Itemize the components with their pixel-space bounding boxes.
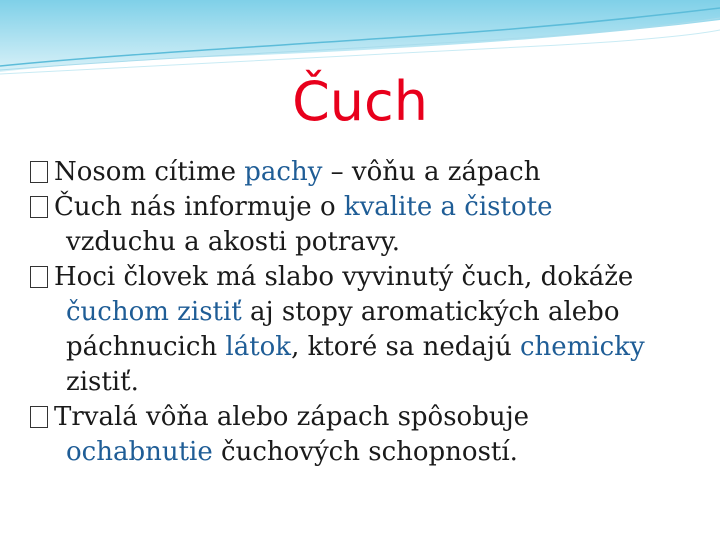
bullet-box-icon [30, 406, 48, 428]
bullet-item: Čuch nás informuje o kvalite a čistote vzduchu a akosti potravy. [30, 190, 700, 260]
bullet-box-icon [30, 196, 48, 218]
bullet-item: Hoci človek má slabo vyvinutý čuch, dokáže čuchom zistiť aj stopy aromatických alebo páchnucich látok, ktoré sa nedajú chemicky zistiť. [30, 260, 700, 400]
bullet-item: Trvalá vôňa alebo zápach spôsobuje ochabnutie čuchových schopností. [30, 400, 700, 470]
bullet-box-icon [30, 266, 48, 288]
slide-body [30, 155, 700, 470]
bullet-box-icon [30, 161, 48, 183]
bullet-item: Nosom cítime pachy – vôňu a zápach [30, 155, 700, 190]
slide-title: Čuch [292, 70, 428, 133]
